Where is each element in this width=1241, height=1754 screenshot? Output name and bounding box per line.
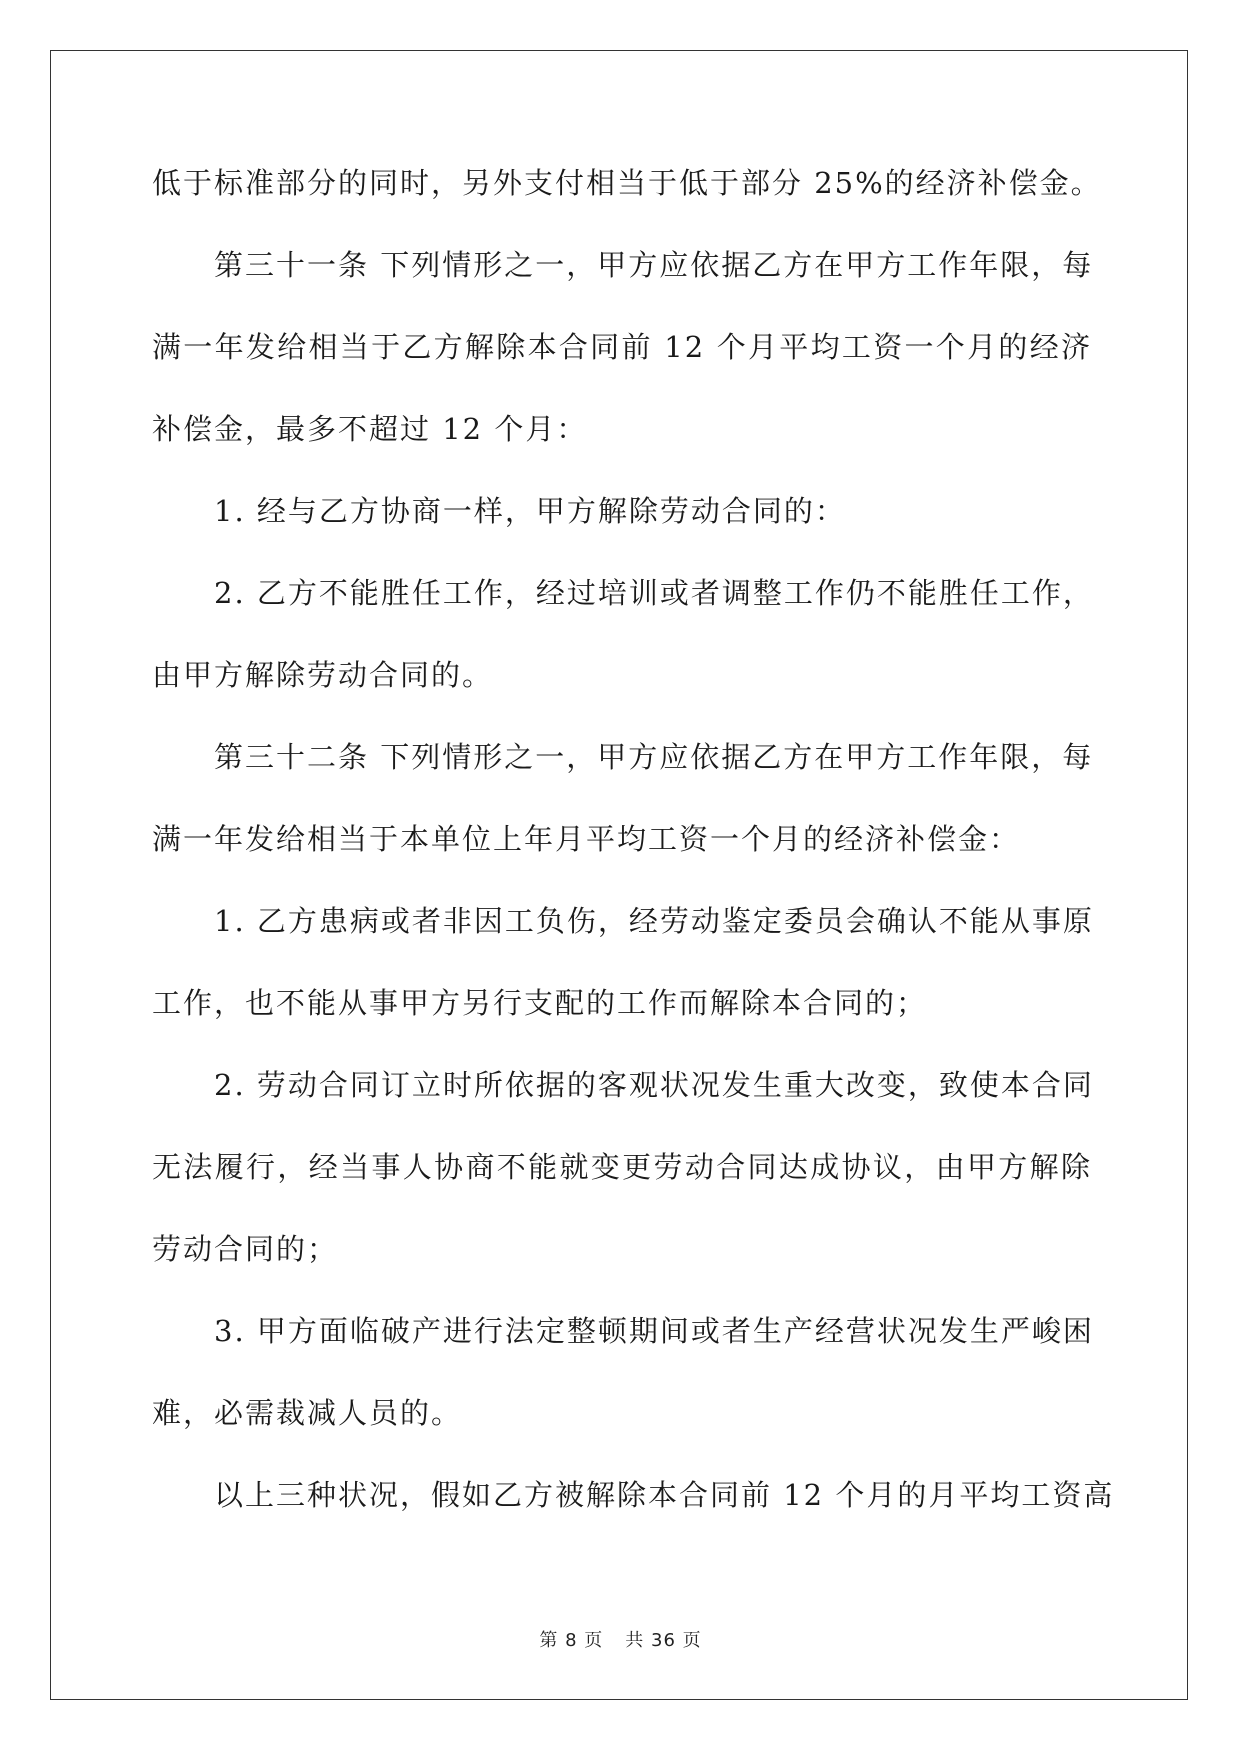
text-line: 满一年发给相当于乙方解除本合同前 12 个月平均工资一个月的经济 <box>152 330 1092 364</box>
text-line: 工作，也不能从事甲方另行支配的工作而解除本合同的； <box>152 986 928 1020</box>
page-number: 第 8 页 <box>539 1630 604 1651</box>
text-line: 低于标准部分的同时，另外支付相当于低于部分 25%的经济补偿金。 <box>152 166 1102 200</box>
text-line: 由甲方解除劳动合同的。 <box>152 658 494 692</box>
page-footer <box>0 1626 1241 1652</box>
text-line: 1. 经与乙方协商一样，甲方解除劳动合同的： <box>214 494 846 528</box>
text-line: 2. 劳动合同订立时所依据的客观状况发生重大改变，致使本合同 <box>214 1068 1094 1102</box>
text-line: 3. 甲方面临破产进行法定整顿期间或者生产经营状况发生严峻困 <box>214 1314 1094 1348</box>
document-body <box>152 158 1115 1552</box>
page-total: 共 36 页 <box>625 1630 702 1651</box>
text-line: 满一年发给相当于本单位上年月平均工资一个月的经济补偿金： <box>152 822 1021 856</box>
text-line: 2. 乙方不能胜任工作，经过培训或者调整工作仍不能胜任工作， <box>214 576 1094 610</box>
text-line: 1. 乙方患病或者非因工负伤，经劳动鉴定委员会确认不能从事原 <box>214 904 1094 938</box>
text-line: 无法履行，经当事人协商不能就变更劳动合同达成协议，由甲方解除 <box>152 1150 1092 1184</box>
text-line: 以上三种状况，假如乙方被解除本合同前 12 个月的月平均工资高 <box>214 1478 1115 1512</box>
text-line: 第三十二条 下列情形之一，甲方应依据乙方在甲方工作年限，每 <box>214 740 1094 774</box>
text-line: 难，必需裁减人员的。 <box>152 1396 463 1430</box>
text-line: 劳动合同的； <box>152 1232 339 1266</box>
text-line: 第三十一条 下列情形之一，甲方应依据乙方在甲方工作年限，每 <box>214 248 1094 282</box>
text-line: 补偿金，最多不超过 12 个月： <box>152 412 588 446</box>
